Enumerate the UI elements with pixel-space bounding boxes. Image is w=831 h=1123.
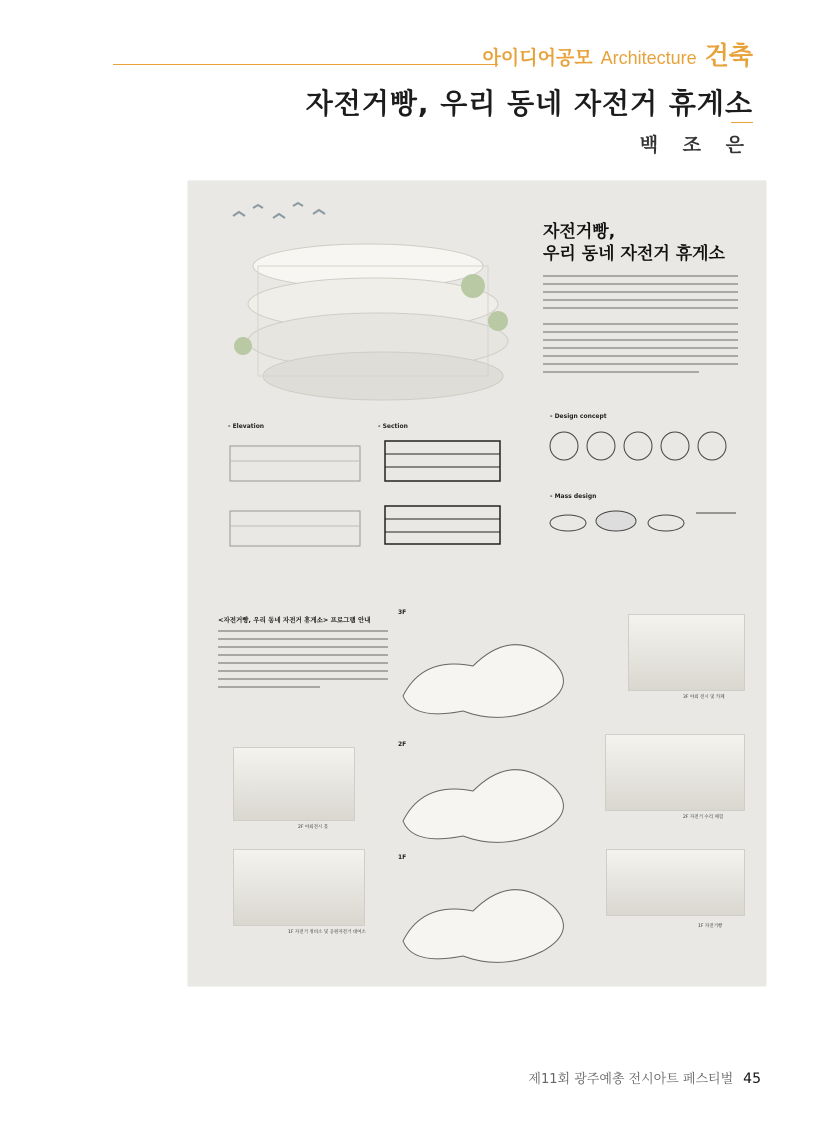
article-author: 백 조 은 (639, 134, 753, 156)
program-title: <자전거빵, 우리 동네 자전거 휴게소> 프로그램 안내 (218, 616, 371, 624)
floor-3f-label: 3F (398, 609, 407, 616)
mass-design-diagrams (546, 503, 746, 543)
header-rule (113, 64, 498, 65)
article-title: 자전거빵, 우리 동네 자전거 휴게소 (305, 87, 753, 120)
section-label: - Section (378, 423, 408, 430)
poster-image (188, 181, 766, 986)
poster-title: 자전거빵, 우리 동네 자전거 휴게소 (543, 222, 725, 264)
page-number: 45 (743, 1071, 761, 1087)
render-3f (628, 614, 745, 691)
design-concept-icons (546, 426, 746, 471)
elevation-drawings (228, 436, 368, 556)
caption-3f: 3F 야외 전시 및 카페 (683, 695, 725, 700)
render-2f-left (233, 747, 355, 821)
floor-2f-label: 2F (398, 741, 407, 748)
caption-2f-right: 2F 자전거 수리 체험 (683, 815, 724, 820)
render-1f-right (606, 849, 745, 916)
render-2f-right (605, 734, 745, 811)
page-footer (528, 1068, 761, 1087)
caption-2f-left: 2F 야외전시 홀 (298, 825, 329, 830)
program-description (218, 630, 388, 694)
hero-building-render (218, 226, 528, 416)
mass-design-label: - Mass design (550, 493, 597, 500)
section-drawings (383, 436, 508, 556)
festival-name: 제11회 광주예총 전시아트 페스티벌 (528, 1072, 734, 1087)
category-kr2: 건축 (704, 41, 753, 70)
category-en: Architecture (600, 48, 697, 68)
floor-plan-diagrams (388, 606, 578, 976)
elevation-label: - Elevation (228, 423, 265, 430)
title-rule (731, 122, 753, 123)
caption-1f-left: 1F 자전거 정비소 및 공원자전거 대여소 (288, 930, 366, 935)
render-1f-left (233, 849, 365, 926)
category-kr: 아이디어공모 (482, 47, 593, 69)
poster-description (543, 275, 738, 379)
design-concept-label: - Design concept (550, 413, 607, 420)
caption-1f-right: 1F 자전거빵 (698, 924, 723, 929)
floor-1f-label: 1F (398, 854, 407, 861)
section-header (483, 36, 753, 72)
